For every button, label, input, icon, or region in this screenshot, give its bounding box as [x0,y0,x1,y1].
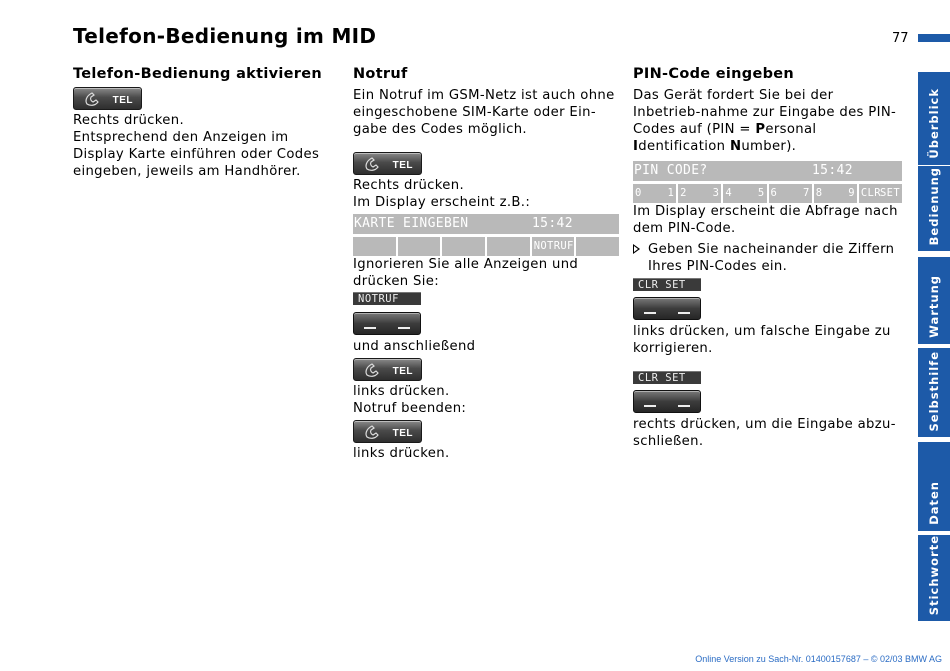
cell-right: 5 [757,187,765,199]
display-cell-notruf [532,237,575,256]
display-cell-digit [633,184,676,203]
section-heading-activate: Telefon-Bedienung aktivieren [73,66,322,82]
tel-button-label: TEL [392,160,413,171]
tel-button [353,420,422,443]
text-notruf-beenden: Notruf beenden: [353,401,467,416]
mid-display [353,214,619,256]
handset-icon [364,362,384,378]
rocker-button [633,390,701,413]
cell-right: 7 [803,187,810,199]
display-cell-clr-set [859,184,902,203]
section-heading-notruf: Notruf [353,66,408,82]
display-row-2 [353,237,619,256]
cell-left: 0 [635,187,642,199]
text-notruf-intro: Ein Notruf im GSM-Netz ist auch ohne eingeschobene SIM-Karte oder Ein-gabe des Codes möglich. [353,88,615,137]
tel-button [73,87,142,110]
display-row-1 [633,161,902,181]
side-tab-label: Selbsthilfe [927,350,941,431]
bullet-text: Geben Sie nacheinander die Ziffern Ihres PIN-Codes ein. [648,242,895,274]
cell-right: 1 [667,187,675,199]
side-tab-wartung[interactable] [918,257,950,344]
handset-icon [84,91,104,107]
side-tab-label: Stichworte [927,534,941,615]
bullet-triangle-icon [633,244,640,254]
column-activate [73,66,343,180]
text-pin-intro [633,87,903,155]
rocker-left-mark [644,405,656,407]
handset-icon [364,424,384,440]
side-tab-stichworte[interactable] [918,535,950,621]
rocker-left-mark [644,312,656,314]
intro-text: ersonal [765,122,817,137]
text-display-erscheint: Im Display erscheint z.B.: [353,195,531,210]
text-abfrage: Im Display erscheint die Abfrage nach dem PIN-Code. [633,204,898,236]
tel-button-label: TEL [392,428,413,439]
intro-text: dentification [638,139,730,154]
side-tab-label: Überblick [927,88,941,159]
handset-icon [364,156,384,172]
side-tab-label: Daten [927,481,941,525]
intro-bold-i: I [633,139,639,154]
rocker-right-mark [398,327,410,329]
display-time: 15:42 [812,163,853,178]
display-cell-digit [769,184,812,203]
display-text-karte: KARTE EINGEBEN [354,216,469,231]
lcd-tag-notruf: NOTRUF [353,292,421,305]
text-entsprechend: Entsprechend den Anzeigen im Display Karte einführen oder Codes eingeben, jeweils am Handhörer. [73,130,320,179]
tel-button [353,152,422,175]
display-cell [487,237,530,256]
section-heading-pin: PIN-Code eingeben [633,66,795,82]
rocker-left-mark [364,327,376,329]
footer-copyright: Online Version zu Sach-Nr. 01400157687 – © 02/03 BMW AG [695,654,942,664]
display-notruf-text: NOTRUF [533,240,574,252]
cell-right: 3 [712,187,720,199]
text-ignorieren: Ignorieren Sie alle Anzeigen und drücken Sie: [353,257,579,289]
page-title: Telefon-Bedienung im MID [73,24,377,48]
tel-button-label: TEL [392,366,413,377]
display-time: 15:42 [532,216,573,231]
side-tab-bedienung[interactable] [918,166,950,251]
display-cell [442,237,485,256]
intro-text: Das Gerät fordert Sie bei der Inbetrieb-nahme zur Eingabe des PIN-Codes auf (PIN = [633,88,897,137]
tel-button [353,358,422,381]
cell-left: CLR [860,187,881,199]
rocker-right-mark [678,312,690,314]
display-row-1 [353,214,619,234]
display-row-2 [633,184,902,203]
intro-text: umber). [741,139,797,154]
side-tab-selbsthilfe[interactable] [918,348,950,437]
text-und-anschliessend: und anschließend [353,339,476,354]
side-tab-daten[interactable] [918,442,950,531]
side-tab-label: Wartung [927,275,941,338]
cell-right: SET [880,187,901,199]
side-tab-ueberblick[interactable] [918,72,950,165]
text-rechts-druecken: Rechts drücken. [353,178,465,193]
display-cell [398,237,441,256]
text-rechts-druecken: Rechts drücken. [73,113,185,128]
cell-left: 4 [725,187,733,199]
display-cell [576,237,619,256]
text-korrigieren: links drücken, um falsche Eingabe zu korrigieren. [633,324,891,356]
lcd-tag-clr-set: CLR SET [633,371,701,384]
display-text-pin: PIN CODE? [634,163,708,178]
intro-bold-p: P [755,122,766,137]
cell-left: 6 [770,187,778,199]
cell-right: 9 [848,187,855,199]
display-cell-digit [723,184,766,203]
display-cell-digit [814,184,857,203]
rocker-button [633,297,701,320]
mid-display-pin [633,161,902,203]
display-cell [353,237,396,256]
rocker-right-mark [678,405,690,407]
rocker-button [353,312,421,335]
page-number: 77 [892,31,909,46]
column-pin [633,66,903,450]
page-marker-bar [918,34,950,42]
lcd-tag-clr-set: CLR SET [633,278,701,291]
display-cell-digit [678,184,721,203]
side-tab-label: Bedienung [927,166,941,245]
text-links-druecken: links drücken. [353,384,450,399]
intro-bold-n: N [729,139,742,154]
cell-left: 8 [815,187,823,199]
bullet-item [633,241,903,275]
tel-button-label: TEL [112,95,133,106]
cell-left: 2 [680,187,687,199]
text-links-druecken: links drücken. [353,446,450,461]
text-abschliessen: rechts drücken, um die Eingabe abzu-schließen. [633,417,896,449]
column-notruf [353,66,623,462]
